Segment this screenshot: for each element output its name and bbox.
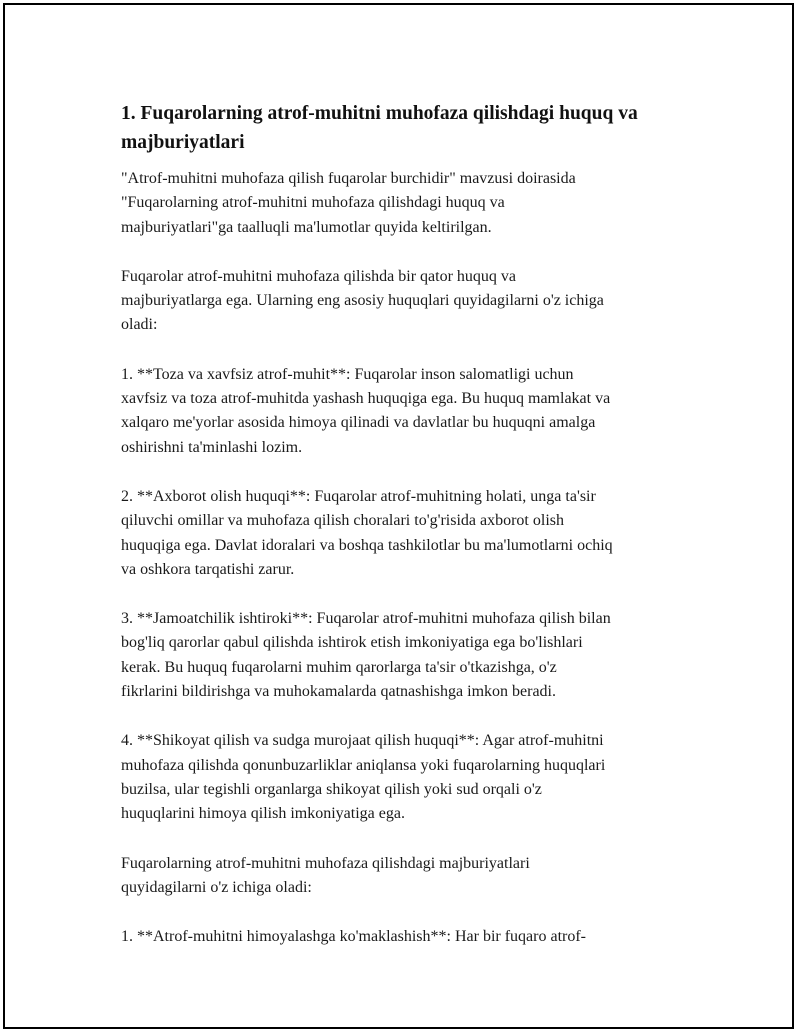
obligation-item-1: 1. **Atrof-muhitni himoyalashga ko'maklashish**: Har bir fuqaro atrof-: [121, 928, 586, 946]
intro-paragraph: "Atrof-muhitni muhofaza qilish fuqarolar burchidir" mavzusi doirasida "Fuqarolarning atrof-muhitni muhofaza qilishdagi huquq va majburiyatlari"ga taalluqli ma'lumotlar quyida keltirilgan.: [121, 170, 576, 236]
right-item-1: 1. **Toza va xavfsiz atrof-muhit**: Fuqarolar inson salomatligi uchun xavfsiz va toza atrof-muhitda yashash huquqiga ega. Bu huquq mamlakat va xalqaro me'yorlar asosida himoya qilinadi va davlatlar bu huquqni amalga oshirishni ta'minlashi lozim.: [121, 365, 611, 456]
rights-intro-paragraph: Fuqarolar atrof-muhitni muhofaza qilishda bir qator huquq va majburiyatlarga ega. Ularning eng asosiy huquqlari quyidagilarni o'z ichiga oladi:: [121, 267, 604, 334]
document-content: [121, 99, 693, 974]
right-item-4: 4. **Shikoyat qilish va sudga murojaat qilish huquqi**: Agar atrof-muhitni muhofaza qilishda qonunbuzarliklar aniqlansa yoki fuqarolarning huquqlari buzilsa, ular tegishli organlarga shikoyat qilish yoki sud orqali o'z huquqlarini himoya qilish imkoniyatiga ega.: [121, 732, 606, 823]
document-page: [3, 3, 794, 1029]
section-heading: 1. Fuqarolarning atrof-muhitni muhofaza qilishdagi huquq va majburiyatlari: [121, 103, 638, 153]
obligations-intro-paragraph: Fuqarolarning atrof-muhitni muhofaza qilishdagi majburiyatlari quyidagilarni o'z ichiga oladi:: [121, 854, 530, 896]
right-item-3: 3. **Jamoatchilik ishtiroki**: Fuqarolar atrof-muhitni muhofaza qilish bilan bog'liq qarorlar qabul qilishda ishtirok etish imkoniyatiga ega bo'lishlari kerak. Bu huquq fuqarolarni muhim qarorlarga ta'sir o'tkazishga, o'z fikrlarini bildirishga va muhokamalarda qatnashishga imkon beradi.: [121, 610, 611, 701]
right-item-2: 2. **Axborot olish huquqi**: Fuqarolar atrof-muhitning holati, unga ta'sir qiluvchi omillar va muhofaza qilish choralari to'g'risida axborot olish huquqiga ega. Davlat idoralari va boshqa tashkilotlar bu ma'lumotlarni ochiq va oshkora tarqatishi zarur.: [121, 487, 613, 578]
